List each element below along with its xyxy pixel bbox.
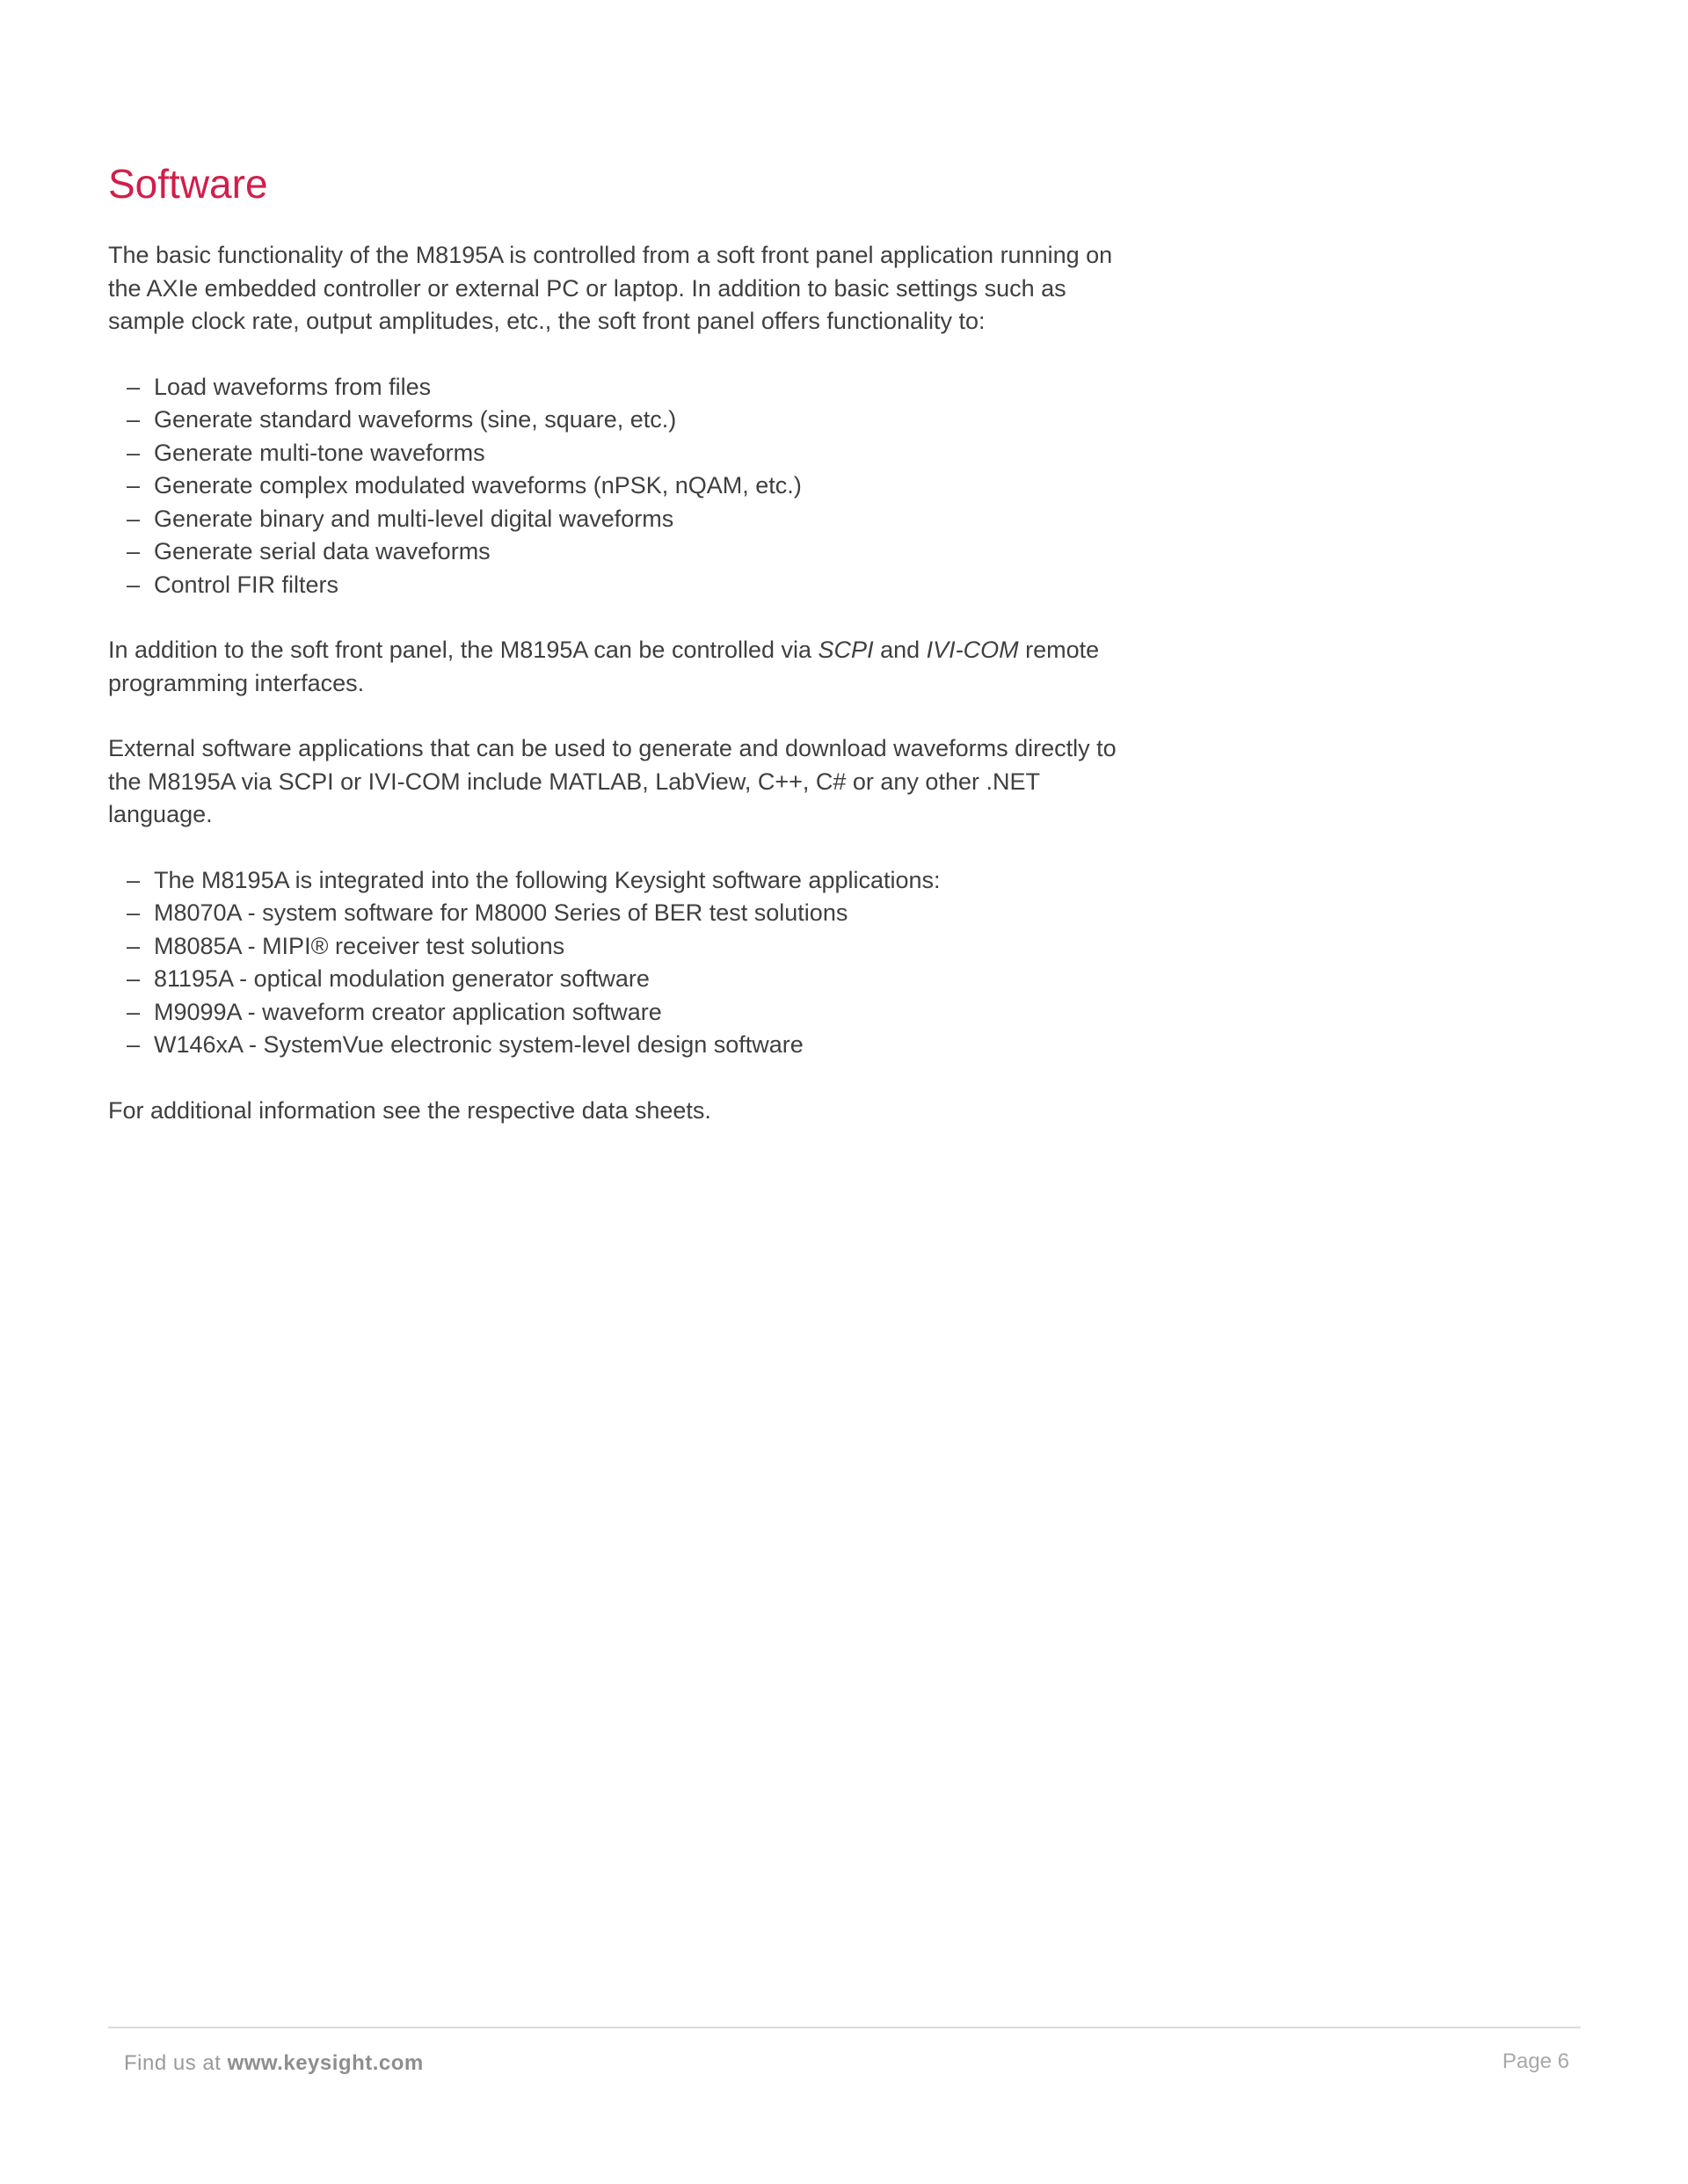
list-item: – Control FIR filters [108,569,1146,602]
list-item: – Generate multi-tone waveforms [108,437,1146,470]
footer-find-us [124,2051,424,2076]
list-item: – M8085A - MIPI® receiver test solutions [108,930,1146,964]
application-list [108,864,1146,1062]
section-heading: Software [108,161,268,207]
list-item: – M9099A - waveform creator application software [108,996,1146,1030]
function-list [108,371,1146,602]
external-software-paragraph: External software applications that can be used to generate and download waveforms directly to the M8195A via SCPI or IVI-COM include MATLAB, LabView, C++, C# or any other .NET language. [108,735,1117,827]
website-link[interactable]: www.keysight.com [227,2051,424,2075]
closing-paragraph: For additional information see the respective data sheets. [108,1096,711,1124]
list-item: – The M8195A is integrated into the following Keysight software applications: [108,864,1146,898]
list-item: – Generate binary and multi-level digital waveforms [108,503,1146,536]
page-content [108,158,1146,1160]
list-item: – Generate complex modulated waveforms (nPSK, nQAM, etc.) [108,470,1146,503]
footer-find-label: Find us at [124,2051,222,2075]
scpi-term: SCPI [818,637,874,663]
footer-divider [108,2027,1581,2028]
list-item: – Load waveforms from files [108,371,1146,404]
ivi-com-term: IVI-COM [926,637,1019,663]
list-item: – M8070A - system software for M8000 Series of BER test solutions [108,897,1146,930]
list-item: – 81195A - optical modulation generator software [108,963,1146,996]
list-item: – Generate standard waveforms (sine, square, etc.) [108,404,1146,437]
remote-text-part: In addition to the soft front panel, the M8195A can be controlled via [108,637,819,663]
list-item: – W146xA - SystemVue electronic system-level design software [108,1029,1146,1062]
page-number: Page 6 [1502,2049,1569,2073]
remote-text-part: remote programming interfaces. [108,637,1100,696]
list-item: – Generate serial data waveforms [108,535,1146,569]
intro-paragraph: The basic functionality of the M8195A is controlled from a soft front panel application running on the AXIe embedded controller or external PC or laptop. In addition to basic settings such as sample clock rate, output amplitudes, etc., the soft front panel offers functionality to: [108,242,1113,334]
remote-programming-paragraph [108,634,1146,700]
remote-text-part: and [873,637,927,663]
